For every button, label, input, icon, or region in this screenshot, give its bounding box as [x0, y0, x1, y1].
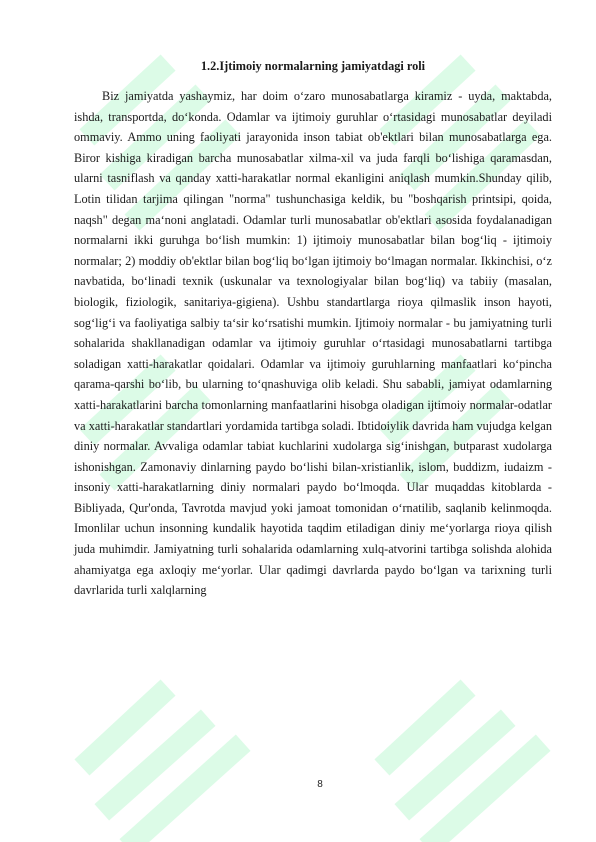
body-paragraph-container — [74, 86, 552, 601]
page-number: 8 — [317, 779, 323, 790]
body-paragraph: Biz jamiyatda yashaymiz, har doim o‘zaro munosabatlarga kiramiz - uyda, maktabda, ishda, transportda, do‘konda. Odamlar va ijtimoiy guruhlar o‘rtasidagi munosabatlar deyiladi ommaviy. Ammo uning faoliyati jarayonida inson tabiat ob'ektlari bilan munosabatlarga ega. Biror kishiga kiradigan barcha munosabatlar xilma-xil va juda farqli bo‘lishiga qaramasdan, ularni tasniflash va qanday xatti-harakatlar normal ekanligini aniqlash mumkin.Shunday qilib, Lotin tilidan tarjima qilingan "norma" tushunchasiga keldik, bu "boshqarish printsipi, qoida, naqsh" degan ma‘noni anglatadi. Odamlar turli munosabatlar ob'ektlari asosida foydalanadigan normalarni ikki guruhga bo‘lish mumkin: 1) ijtimoiy munosabatlar bilan bog‘liq - ijtimoiy normalar; 2) moddiy ob'ektlar bilan bog‘liq bo‘lgan ijtimoiy bo‘lmagan normalar. Ikkinchisi, o‘z navbatida, bo‘linadi texnik (uskunalar va texnologiyalar bilan bog‘liq) va tabiiy (masalan, biologik, fiziologik, sanitariya-gigiena). Ushbu standartlarga rioya qilmaslik inson hayoti, sog‘lig‘i va faoliyatiga salbiy ta‘sir ko‘rsatishi mumkin. Ijtimoiy normalar - bu jamiyatning turli sohalarida shakllanadigan odamlar va ijtimoiy guruhlar o‘rtasidagi munosabatlarni tartibga soladigan xatti-harakatlar qoidalari. Odamlar va ijtimoiy guruhlarning manfaatlari ko‘pincha qarama-qarshi bo‘lib, bu ularning to‘qnashuviga olib keladi. Shu sababli, jamiyat odamlarning xatti-harakatlarini barcha tomonlarning manfaatlarini hisobga oladigan ijtimoiy normalar-odatlar va xatti-harakatlar standartlari yordamida tartibga soladi. Ibtidoiylik davrida ham vujudga kelgan diniy normalar. Avvaliga odamlar tabiat kuchlarini xudolarga sig‘inishgan, butparast xudolarga ishonishgan. Zamonaviy dinlarning paydo bo‘lishi bilan-xristianlik, islom, buddizm, iudaizm - insoniy xatti-harakatlarning diniy normalari paydo bo‘lmoqda. Ular muqaddas kitoblarda - Bibliyada, Qur'onda, Tavrotda mavjud yoki jamoat tomonidan o‘rnatilib, saqlanib kelinmoqda. Imonlilar uchun insonning kundalik hayotida taqdim etiladigan diniy me‘yorlarga rioya qilish juda muhimdir. Jamiyatning turli sohalarida odamlarning xulq-atvorini tartibga solishda alohida ahamiyatga ega axloqiy me‘yorlar. Ular qadimgi davrlarda paydo bo‘lgan va tarixning turli davrlarida turli xalqlarning — [74, 89, 552, 598]
section-title: 1.2.Ijtimoiy normalarning jamiyatdagi roli — [200, 59, 426, 73]
